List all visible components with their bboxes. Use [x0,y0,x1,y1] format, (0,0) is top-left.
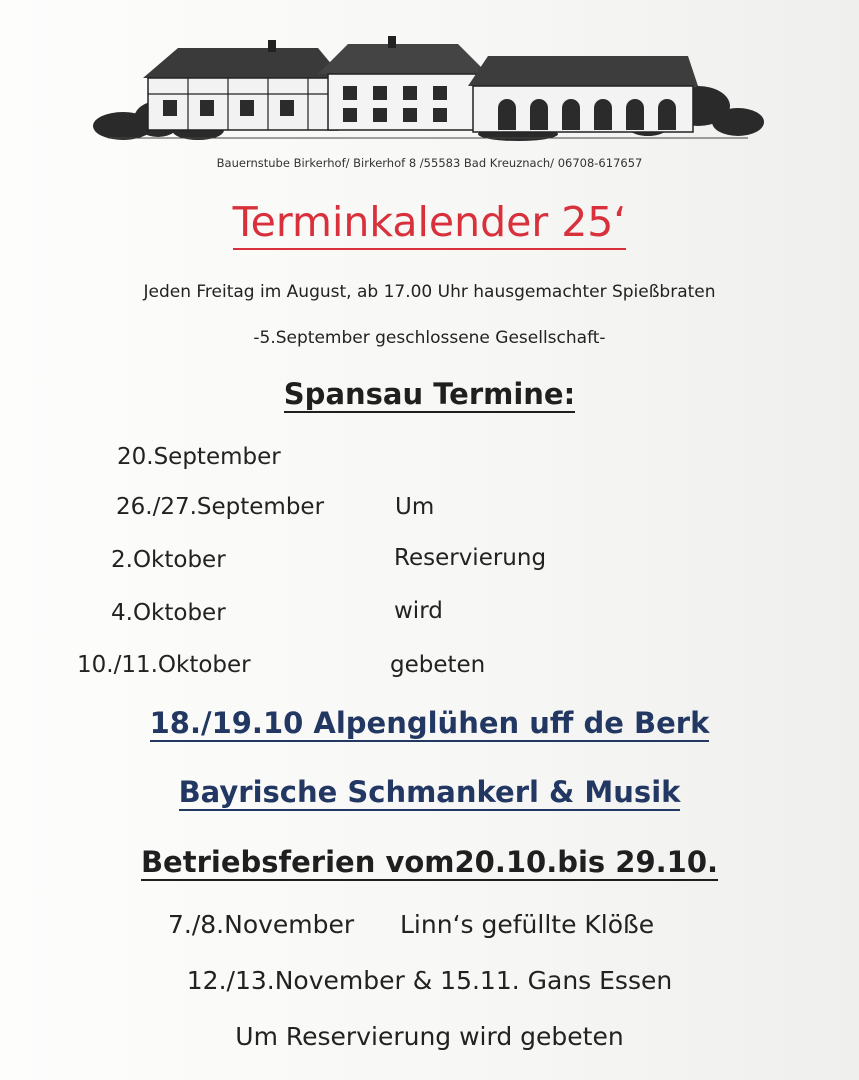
holiday-closure [0,845,859,879]
spansau-date: 2.Oktober [111,547,226,573]
event-alpengluehen-text: 18./19.10 Alpenglühen uff de Berk [149,706,710,740]
event-schmankerl [0,775,859,809]
spansau-date: 10./11.Oktober [77,652,251,678]
page-title-text: Terminkalender 25‘ [233,198,627,250]
page-title [0,198,859,246]
reservation-note: Um Reservierung wird gebeten [235,1022,624,1051]
event-alpengluehen [0,706,859,740]
friday-offer: Jeden Freitag im August, ab 17.00 Uhr hausgemachter Spießbraten [143,282,716,302]
spansau-note: Um [395,494,435,520]
spansau-note: Reservierung [394,545,547,571]
address-line: Bauernstube Birkerhof/ Birkerhof 8 /55583 Bad Kreuznach/ 06708-617657 [216,156,643,170]
spansau-heading-text: Spansau Termine: [283,377,576,411]
farmhouse-illustration [88,34,768,152]
event-schmankerl-text: Bayrische Schmankerl & Musik [178,775,681,809]
private-event-notice: -5.September geschlossene Gesellschaft- [253,328,606,348]
gans-essen: 12./13.November & 15.11. Gans Essen [186,966,673,995]
spansau-note: wird [394,598,443,624]
spansau-heading [0,377,859,411]
spansau-date: 26./27.September [116,494,325,520]
spansau-date: 20.September [117,444,281,470]
holiday-closure-text: Betriebsferien vom20.10.bis 29.10. [140,845,719,879]
spansau-date: 4.Oktober [111,600,226,626]
kloesse-date: 7./8.November [168,910,355,939]
kloesse-text: Linn‘s gefüllte Klöße [400,910,655,939]
spansau-note: gebeten [390,652,486,678]
